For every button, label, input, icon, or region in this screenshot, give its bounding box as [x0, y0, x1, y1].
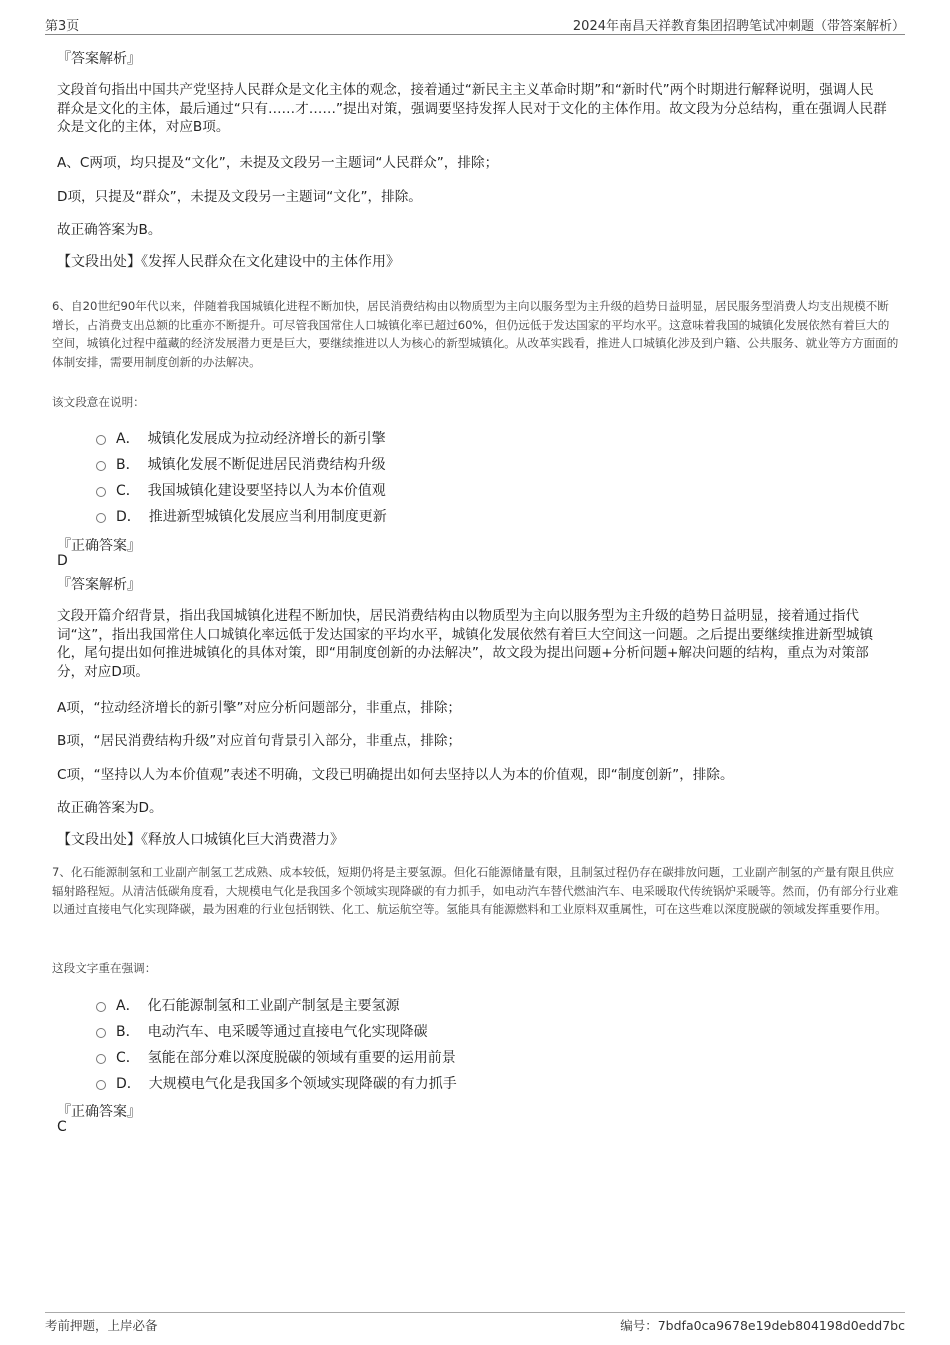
q6-source: 【文段出处】《释放人口城镇化巨大消费潜力》 — [57, 832, 344, 848]
document-code: 编号：7bdfa0ca9678e19deb804198d0edd7bc — [620, 1318, 905, 1333]
radio-icon[interactable] — [96, 435, 106, 445]
q7-option-d[interactable] — [96, 1073, 457, 1093]
option-letter: A． — [116, 431, 140, 447]
q5-analysis-line-1: A、C两项，均只提及“文化”，未提及文段另一主题词“人民群众”，排除； — [57, 155, 499, 171]
option-text: 电动汽车、电采暖等通过直接电气化实现降碳 — [147, 1024, 428, 1040]
page-number: 第3页 — [45, 19, 80, 34]
q7-option-b[interactable] — [96, 1021, 428, 1041]
option-letter: B． — [116, 457, 140, 473]
q7-option-a[interactable] — [96, 995, 400, 1015]
option-letter: C． — [116, 483, 140, 499]
radio-icon[interactable] — [96, 1054, 106, 1064]
q6-analysis-text: 文段开篇介绍背景，指出我国城镇化进程不断加快，居民消费结构由以物质型为主向以服务型为主升级的趋势日益明显，接着通过指代词“这”，指出我国常住人口城镇化率远低于发达国家的平均水平，城镇化发展依然有着巨大空间这一问题。之后提出要继续推进新型城镇化，尾句提出如何推进城镇化的具体对策，即“用制度创新的办法解决”，故文段为提出问题+分析问题+解决问题的结构，重点为对策部分，对应D项。 — [57, 608, 874, 680]
radio-icon[interactable] — [96, 513, 106, 523]
page-header — [45, 14, 905, 35]
q5-analysis-line-2: D项，只提及“群众”，未提及文段另一主题词“文化”，排除。 — [57, 189, 422, 205]
page-footer — [45, 1312, 905, 1336]
q6-analysis-line-1: A项，“拉动经济增长的新引擎”对应分析问题部分，非重点，排除； — [57, 700, 462, 716]
option-letter: B． — [116, 1024, 140, 1040]
q5-conclusion: 故正确答案为B。 — [57, 222, 162, 238]
q6-answer: D — [57, 553, 68, 569]
q7-answer-heading: 『正确答案』 — [57, 1104, 141, 1120]
q5-source: 【文段出处】《发挥人民群众在文化建设中的主体作用》 — [57, 254, 400, 270]
q6-option-b[interactable] — [96, 454, 386, 474]
option-letter: C． — [116, 1050, 140, 1066]
q6-prompt: 该文段意在说明： — [52, 395, 145, 409]
q6-question-text: 6、自20世纪90年代以来，伴随着我国城镇化进程不断加快，居民消费结构由以物质型为主向以服务型为主升级的趋势日益明显，居民服务型消费人均支出规模不断增长，占消费支出总额的比重亦不断提升。可尽管我国常住人口城镇化率已超过60%，但仍远低于发达国家的平均水平。这意味着我国的城镇化发展依然有着巨大的空间，城镇化过程中蕴藏的经济发展潜力更是巨大，要继续推进以人为核心的新型城镇化。从改革实践看，推进人口城镇化涉及到户籍、公共服务、就业等方方面面的体制安排，需要用制度创新的办法解决。 — [52, 299, 899, 370]
q7-answer: C — [57, 1119, 67, 1135]
option-text: 氢能在部分难以深度脱碳的领域有重要的运用前景 — [147, 1050, 456, 1066]
q7-question-text: 7、化石能源制氢和工业副产制氢工艺成熟、成本较低，短期仍将是主要氢源。但化石能源储量有限，且制氢过程仍存在碳排放问题，工业副产制氢的产量有限且供应辐射路程短。从清洁低碳角度看，大规模电气化是我国多个领域实现降碳的有力抓手，如电动汽车替代燃油汽车、电采暖取代传统锅炉采暖等。然而，仍有部分行业难以通过直接电气化实现降碳，最为困难的行业包括钢铁、化工、航运航空等。氢能具有能源燃料和工业原料双重属性，可在这些难以深度脱碳的领域发挥重要作用。 — [52, 865, 899, 917]
q6-analysis-line-3: C项，“坚持以人为本价值观”表述不明确，文段已明确提出如何去坚持以人为本的价值观，即“制度创新”，排除。 — [57, 767, 734, 783]
q5-analysis-heading: 『答案解析』 — [57, 51, 141, 67]
option-letter: D． — [116, 509, 141, 525]
option-text: 城镇化发展不断促进居民消费结构升级 — [147, 457, 386, 473]
radio-icon[interactable] — [96, 1028, 106, 1038]
q5-analysis-text: 文段首句指出中国共产党坚持人民群众是文化主体的观念，接着通过“新民主主义革命时期”和“新时代”两个时期进行解释说明，强调人民群众是文化的主体，最后通过“只有……才……”提出对策，强调要坚持发挥人民对于文化的主体作用。故文段为分总结构，重在强调人民群众是文化的主体，对应B项。 — [57, 82, 887, 135]
q6-answer-heading: 『正确答案』 — [57, 538, 141, 554]
radio-icon[interactable] — [96, 461, 106, 471]
q6-option-c[interactable] — [96, 480, 386, 500]
radio-icon[interactable] — [96, 1002, 106, 1012]
q6-analysis-line-2: B项，“居民消费结构升级”对应首句背景引入部分，非重点，排除； — [57, 733, 462, 749]
document-title: 2024年南昌天祥教育集团招聘笔试冲刺题（带答案解析） — [572, 19, 905, 34]
radio-icon[interactable] — [96, 1080, 106, 1090]
q7-prompt: 这段文字重在强调： — [52, 961, 157, 975]
option-text: 推进新型城镇化发展应当利用制度更新 — [148, 509, 387, 525]
option-text: 我国城镇化建设要坚持以人为本价值观 — [147, 483, 386, 499]
footer-slogan: 考前押题，上岸必备 — [45, 1318, 158, 1333]
option-text: 大规模电气化是我国多个领域实现降碳的有力抓手 — [148, 1076, 457, 1092]
option-text: 城镇化发展成为拉动经济增长的新引擎 — [147, 431, 386, 447]
option-text: 化石能源制氢和工业副产制氢是主要氢源 — [147, 998, 400, 1014]
q7-option-c[interactable] — [96, 1047, 456, 1067]
q6-analysis-heading: 『答案解析』 — [57, 577, 141, 593]
option-letter: D． — [116, 1076, 141, 1092]
radio-icon[interactable] — [96, 487, 106, 497]
q6-option-a[interactable] — [96, 428, 386, 448]
option-letter: A． — [116, 998, 140, 1014]
q6-option-d[interactable] — [96, 506, 387, 526]
q6-conclusion: 故正确答案为D。 — [57, 800, 163, 816]
